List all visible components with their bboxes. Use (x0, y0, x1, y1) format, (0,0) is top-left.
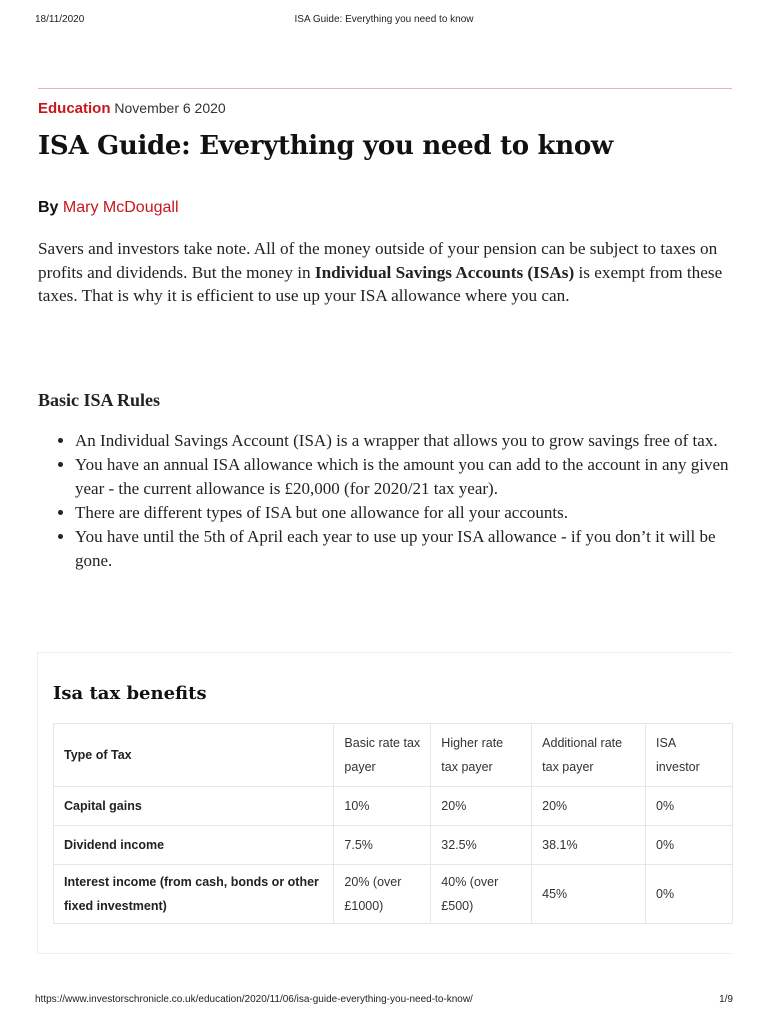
table-cell: 0% (646, 826, 733, 865)
section-divider (38, 88, 732, 89)
tax-benefits-table (53, 723, 733, 924)
table-cell: 40% (over £500) (431, 865, 532, 924)
list-item: • There are different types of ISA but one allowance for all your accounts. (75, 501, 738, 525)
row-label: Capital gains (54, 787, 334, 826)
table-cell: 20% (over £1000) (334, 865, 431, 924)
intro-text-2: is exempt from these taxes. That is why it is efficient to use up your ISA allowance where you can. (38, 262, 723, 305)
print-date: 18/11/2020 (35, 14, 85, 25)
article-meta (38, 100, 226, 117)
column-header: ISA investor (646, 724, 733, 787)
table-cell: 32.5% (431, 826, 532, 865)
column-header: Higher rate tax payer (431, 724, 532, 787)
intro-paragraph (38, 237, 738, 308)
list-item: • You have until the 5th of April each year to use up your ISA allowance - if you don’t it will be gone. (75, 525, 738, 573)
row-label: Dividend income (54, 826, 334, 865)
table-cell: 38.1% (532, 826, 646, 865)
table-cell: 0% (646, 865, 733, 924)
table-cell: 20% (532, 787, 646, 826)
list-item: • You have an annual ISA allowance which is the amount you can add to the account in any given year - the current allowance is £20,000 (for 2020/21 tax year). (75, 453, 738, 501)
table-row (54, 787, 733, 826)
table-cell: 7.5% (334, 826, 431, 865)
row-label: Interest income (from cash, bonds or other fixed investment) (54, 865, 334, 924)
intro-text-1: Savers and investors take note. All of the money outside of your pension can be subject to taxes on profits and dividends. But the money in (38, 239, 718, 282)
list-item: • An Individual Savings Account (ISA) is a wrapper that allows you to grow savings free of tax. (75, 429, 738, 453)
byline (38, 199, 179, 217)
column-header: Basic rate tax payer (334, 724, 431, 787)
publish-date: November 6 2020 (114, 100, 226, 116)
category-link[interactable]: Education (38, 100, 111, 117)
table-cell: 45% (532, 865, 646, 924)
table-cell: 10% (334, 787, 431, 826)
article-title: ISA Guide: Everything you need to know (38, 131, 613, 161)
print-footer (35, 994, 733, 1008)
byline-prefix: By (38, 199, 59, 216)
table-title: Isa tax benefits (53, 683, 207, 704)
column-header: Type of Tax (54, 724, 334, 787)
tax-benefits-panel (37, 652, 732, 954)
table-cell: 20% (431, 787, 532, 826)
table-row (54, 865, 733, 924)
page-url: https://www.investorschronicle.co.uk/education/2020/11/06/isa-guide-everything-you-need-to-know/ (35, 994, 473, 1005)
table-header-row (54, 724, 733, 787)
intro-bold-text: Individual Savings Accounts (ISAs) (314, 262, 575, 282)
table-row (54, 826, 733, 865)
table-cell: 0% (646, 787, 733, 826)
author-link[interactable]: Mary McDougall (62, 199, 179, 216)
print-page-title: ISA Guide: Everything you need to know (294, 14, 474, 25)
rules-heading: Basic ISA Rules (38, 390, 161, 410)
page-number: 1/9 (719, 994, 733, 1005)
column-header: Additional rate tax payer (532, 724, 646, 787)
print-header (35, 14, 733, 28)
rules-list (38, 429, 738, 573)
